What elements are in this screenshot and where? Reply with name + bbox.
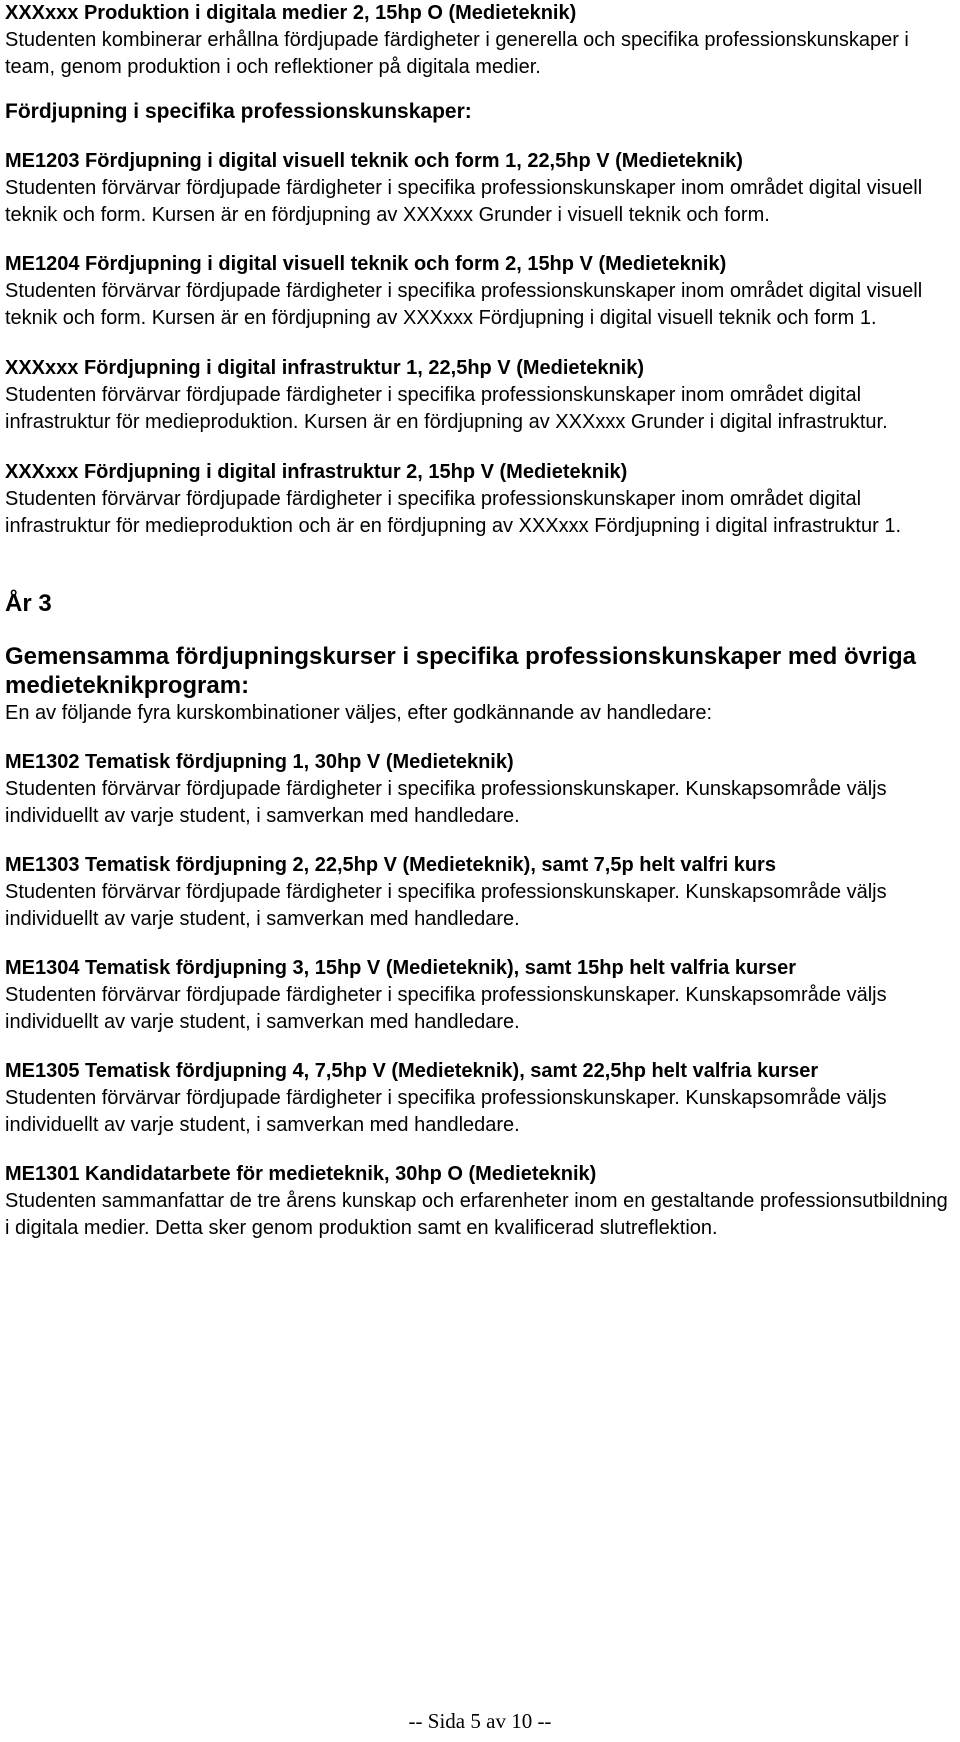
course-title: ME1305 Tematisk fördjupning 4, 7,5hp V (Medieteknik), samt 22,5hp helt valfria kurser bbox=[5, 1060, 819, 1082]
course-block-me1203 bbox=[5, 148, 955, 229]
group-heading: Gemensamma fördjupningskurser i specifika professionskunskaper med övriga medieteknikprogram: bbox=[5, 643, 916, 699]
course-description: Studenten förvärvar fördjupade färdigheter i specifika professionskunskaper inom området digital infrastruktur för medieproduktion. Kursen är en fördjupning av XXXxxx Grunder i digital infrastruktur. bbox=[5, 384, 888, 433]
course-description: Studenten förvärvar fördjupade färdigheter i specifika professionskunskaper inom området digital visuell teknik och form. Kursen är en fördjupning av XXXxxx Fördjupning i digital visuell teknik och form 1. bbox=[5, 280, 923, 329]
year-heading-block bbox=[5, 590, 955, 617]
course-block-me1204 bbox=[5, 251, 955, 332]
course-block-intro bbox=[5, 0, 955, 81]
course-block-infra2 bbox=[5, 459, 955, 540]
page-number-footer: -- Sida 5 av 10 -- bbox=[408, 1709, 552, 1733]
course-block-me1303 bbox=[5, 852, 955, 933]
course-title: ME1203 Fördjupning i digital visuell teknik och form 1, 22,5hp V (Medieteknik) bbox=[5, 150, 743, 172]
course-block-infra1 bbox=[5, 355, 955, 436]
course-description: Studenten sammanfattar de tre årens kunskap och erfarenheter inom en gestaltande professionsutbildning i digitala medier. Detta sker genom produktion samt en kvalificerad slutreflektion. bbox=[5, 1190, 948, 1239]
course-block-me1302 bbox=[5, 749, 955, 830]
group-block bbox=[5, 642, 955, 727]
course-description: Studenten kombinerar erhållna fördjupade färdigheter i generella och specifika professionskunskaper i team, genom produktion i och reflektioner på digitala medier. bbox=[5, 29, 909, 78]
course-description: Studenten förvärvar fördjupade färdigheter i specifika professionskunskaper inom området digital visuell teknik och form. Kursen är en fördjupning av XXXxxx Grunder i visuell teknik och form. bbox=[5, 177, 923, 226]
course-title: ME1303 Tematisk fördjupning 2, 22,5hp V (Medieteknik), samt 7,5p helt valfri kurs bbox=[5, 854, 776, 876]
course-title: XXXxxx Fördjupning i digital infrastruktur 2, 15hp V (Medieteknik) bbox=[5, 461, 628, 483]
course-block-me1304 bbox=[5, 955, 955, 1036]
section-heading-block bbox=[5, 98, 955, 125]
course-description: Studenten förvärvar fördjupade färdigheter i specifika professionskunskaper. Kunskapsområde väljs individuellt av varje student, i samverkan med handledare. bbox=[5, 1087, 887, 1136]
document-page bbox=[5, 0, 955, 1242]
course-description: Studenten förvärvar fördjupade färdigheter i specifika professionskunskaper. Kunskapsområde väljs individuellt av varje student, i samverkan med handledare. bbox=[5, 881, 887, 930]
group-intro: En av följande fyra kurskombinationer väljes, efter godkännande av handledare: bbox=[5, 702, 713, 724]
year-heading: År 3 bbox=[5, 590, 52, 617]
course-description: Studenten förvärvar fördjupade färdigheter i specifika professionskunskaper. Kunskapsområde väljs individuellt av varje student, i samverkan med handledare. bbox=[5, 984, 887, 1033]
course-description: Studenten förvärvar fördjupade färdigheter i specifika professionskunskaper inom området digital infrastruktur för medieproduktion och är en fördjupning av XXXxxx Fördjupning i digital infrastruktur 1. bbox=[5, 488, 902, 537]
section-heading: Fördjupning i specifika professionskunskaper: bbox=[5, 100, 472, 123]
course-block-me1305 bbox=[5, 1058, 955, 1139]
course-title: ME1301 Kandidatarbete för medieteknik, 30hp O (Medieteknik) bbox=[5, 1163, 597, 1185]
course-title: XXXxxx Fördjupning i digital infrastruktur 1, 22,5hp V (Medieteknik) bbox=[5, 357, 645, 379]
course-title: ME1304 Tematisk fördjupning 3, 15hp V (Medieteknik), samt 15hp helt valfria kurser bbox=[5, 957, 796, 979]
course-title: ME1302 Tematisk fördjupning 1, 30hp V (Medieteknik) bbox=[5, 751, 514, 773]
course-title: XXXxxx Produktion i digitala medier 2, 15hp O (Medieteknik) bbox=[5, 2, 577, 24]
course-title: ME1204 Fördjupning i digital visuell teknik och form 2, 15hp V (Medieteknik) bbox=[5, 253, 727, 275]
course-block-me1301 bbox=[5, 1161, 955, 1242]
course-description: Studenten förvärvar fördjupade färdigheter i specifika professionskunskaper. Kunskapsområde väljs individuellt av varje student, i samverkan med handledare. bbox=[5, 778, 887, 827]
